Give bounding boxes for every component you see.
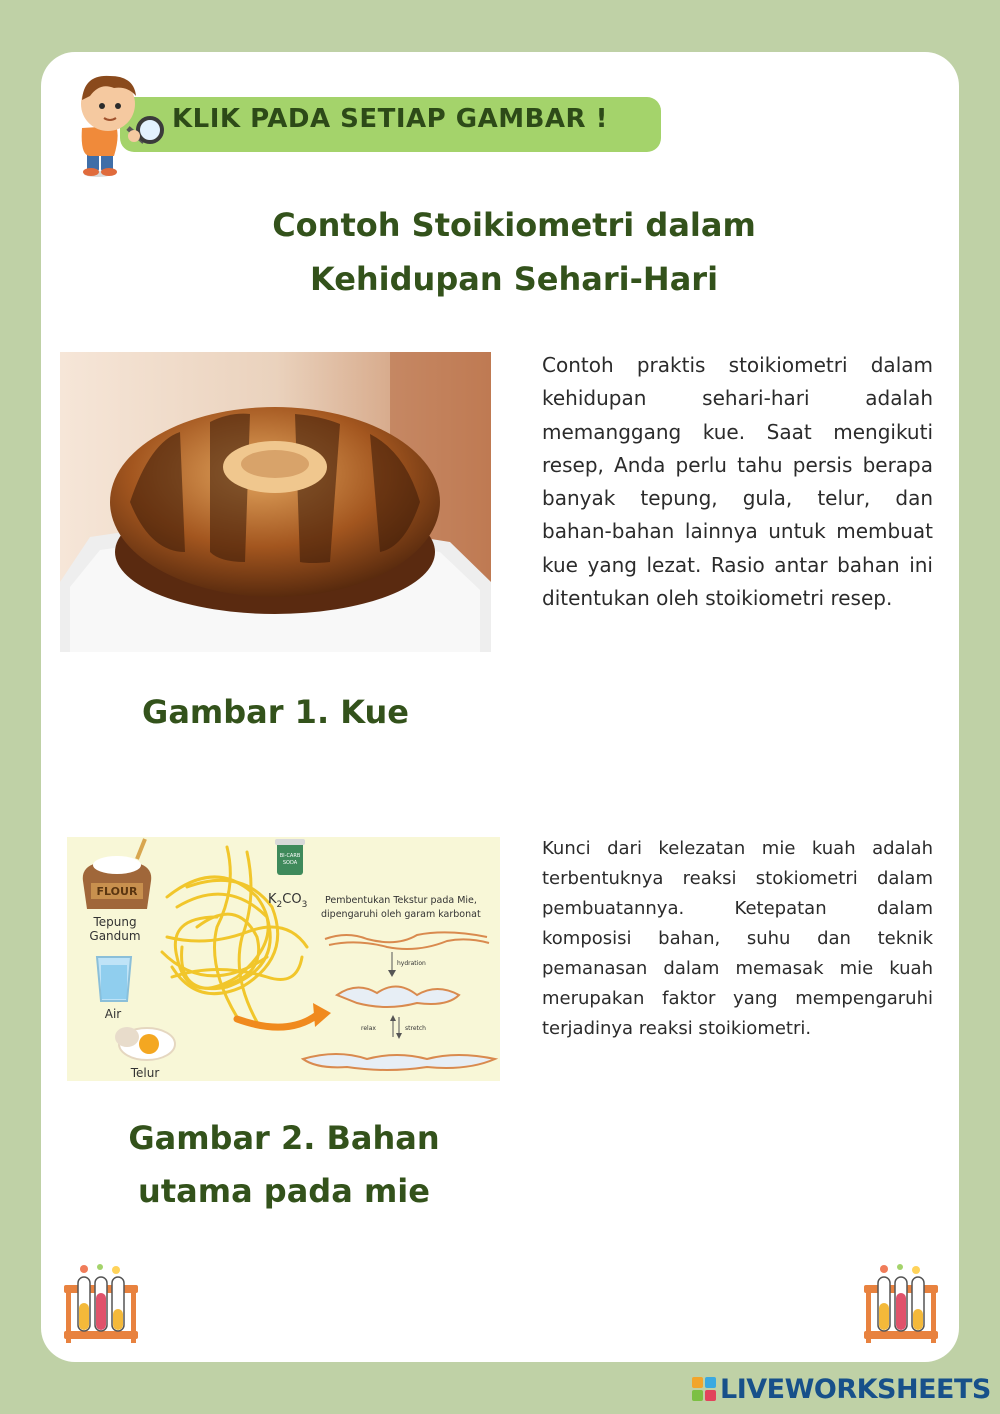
noodle-caption-line1: Gambar 2. Bahan bbox=[128, 1119, 440, 1157]
test-tubes-icon bbox=[860, 1263, 942, 1345]
svg-text:dipengaruhi oleh garam karbona: dipengaruhi oleh garam karbonat bbox=[321, 909, 481, 920]
svg-text:FLOUR: FLOUR bbox=[96, 885, 138, 898]
cake-paragraph: Contoh praktis stoikiometri dalam kehidupan sehari-hari adalah memanggang kue. Saat mengikuti resep, Anda perlu tahu persis berapa banyak tepung, gula, telur, dan bahan-bahan lainnya untuk membuat kue yang lezat. Rasio antar bahan ini ditentukan oleh stoikiometri resep. bbox=[542, 353, 933, 611]
page-title bbox=[200, 198, 828, 306]
svg-text:SODA: SODA bbox=[282, 860, 298, 866]
svg-text:hydration: hydration bbox=[397, 960, 426, 967]
boy-magnifier-icon bbox=[70, 66, 170, 178]
test-tubes-icon bbox=[60, 1263, 142, 1345]
svg-text:Gandum: Gandum bbox=[89, 929, 141, 943]
cake-image[interactable] bbox=[60, 352, 491, 652]
svg-text:Tepung: Tepung bbox=[93, 915, 137, 929]
svg-text:K2CO3: $K_2CO_3$ bbox=[268, 892, 308, 910]
brand-name: LIVEWORKSHEETS bbox=[720, 1373, 991, 1405]
water-glass-icon bbox=[97, 957, 131, 1001]
noodle-ingredients-image[interactable] bbox=[67, 837, 500, 1081]
svg-text:Air: Air bbox=[104, 1007, 122, 1021]
noodle-paragraph: Kunci dari kelezatan mie kuah adalah terbentuknya reaksi stokiometri dalam pembuatannya. Ketepatan dalam komposisi bahan, suhu dan teknik pemanasan dalam memasak mie kuah merupakan faktor yang mempengaruhi terjadinya reaksi stoikiometri. bbox=[542, 838, 933, 1039]
page-title-line2: Kehidupan Sehari-Hari bbox=[309, 260, 719, 298]
svg-text:stretch: stretch bbox=[405, 1025, 426, 1032]
noodle-caption bbox=[60, 1112, 508, 1218]
noodle-caption-line2: utama pada mie bbox=[138, 1172, 430, 1210]
liveworksheets-brand[interactable] bbox=[692, 1372, 991, 1406]
bicarb-jar-icon bbox=[275, 839, 305, 875]
svg-text:Telur: Telur bbox=[130, 1066, 160, 1080]
svg-text:relax: relax bbox=[361, 1025, 376, 1032]
instruction-text: KLIK PADA SETIAP GAMBAR ! bbox=[172, 104, 608, 134]
cake-caption: Gambar 1. Kue bbox=[142, 693, 409, 731]
liveworksheets-logo-icon bbox=[692, 1377, 716, 1401]
svg-text:BI-CARB: BI-CARB bbox=[279, 853, 301, 859]
page-title-line1: Contoh Stoikiometri dalam bbox=[272, 206, 756, 244]
svg-text:Pembentukan Tekstur pada Mie,: Pembentukan Tekstur pada Mie, bbox=[325, 895, 477, 906]
